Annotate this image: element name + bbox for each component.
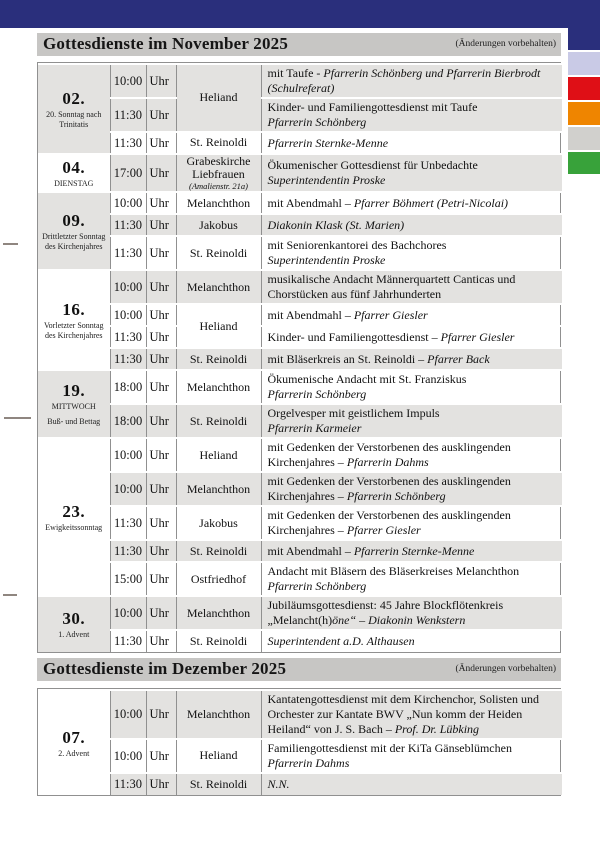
- fold-mark: [3, 594, 17, 596]
- schedule-row: [38, 98, 562, 132]
- time-unit-cell: Uhr: [146, 596, 176, 630]
- time-unit-cell: Uhr: [146, 98, 176, 132]
- description-text: Pfarrerin Sternke-Menne: [267, 135, 389, 150]
- location-cell: [176, 192, 261, 214]
- description-text: Superintendentin Proske: [267, 253, 386, 268]
- brand-color-block-green: [568, 152, 600, 174]
- description-text: Pfarrer Giesler: [440, 329, 515, 344]
- description-cell: [261, 304, 562, 326]
- time-cell: 15:00: [110, 562, 146, 596]
- date-cell: [38, 192, 110, 270]
- time-cell: 11:30: [110, 132, 146, 154]
- date-number: 30.: [62, 609, 86, 629]
- description-cell: [261, 562, 562, 596]
- date-cell: [38, 370, 110, 438]
- date-label: 20. Sonntag nach: [46, 109, 102, 119]
- time-unit-cell: Uhr: [146, 192, 176, 214]
- section-title-dezember: Gottesdienste im Dezember 2025: [43, 659, 287, 678]
- time-unit-cell: Uhr: [146, 132, 176, 154]
- time-cell: 11:30: [110, 214, 146, 236]
- date-cell: [38, 64, 110, 154]
- location-name: Heliand: [199, 748, 238, 763]
- date-label: 1. Advent: [58, 630, 90, 640]
- description-text: N.N.: [267, 777, 290, 791]
- location-name: St. Reinoldi: [189, 135, 248, 150]
- description-text: Superintendent a.D. Althausen: [267, 634, 415, 649]
- location-name: Melanchthon: [186, 195, 251, 210]
- description-text: mit Taufe -: [267, 66, 324, 80]
- time-unit-cell: Uhr: [146, 214, 176, 236]
- description-cell: [261, 326, 562, 348]
- location-name: Heliand: [199, 318, 238, 333]
- brand-color-block-lavender: [568, 52, 600, 75]
- date-label: Trinitatis: [59, 119, 89, 129]
- description-text: Pfarrerin Dahms: [267, 756, 350, 770]
- time-unit-cell: Uhr: [146, 304, 176, 326]
- schedule-row: [38, 64, 562, 98]
- schedule-row: [38, 630, 562, 652]
- location-name: St. Reinoldi: [189, 776, 248, 791]
- time-cell: 11:30: [110, 326, 146, 348]
- location-name: Melanchthon: [186, 279, 251, 294]
- description-text: mit Abendmahl –: [267, 307, 354, 322]
- location-cell: [176, 236, 261, 270]
- description-text: Pfarrerin Schönberg: [267, 115, 367, 129]
- description-text: mit Gedenken der Verstorbenen des ausklingenden Kirchenjahres –: [267, 474, 511, 504]
- description-text: mit Abendmahl –: [267, 543, 354, 558]
- description-text: Superintendentin Proske: [267, 173, 386, 188]
- time-unit-cell: Uhr: [146, 348, 176, 370]
- time-cell: 10:00: [110, 438, 146, 472]
- location-cell: [176, 404, 261, 438]
- location-name: Heliand: [199, 447, 238, 462]
- date-label: Ewigkeitssonntag: [45, 522, 103, 532]
- description-text: Kinder- und Familiengottesdienst mit Taufe: [267, 100, 478, 114]
- location-cell: [176, 472, 261, 506]
- description-text: Kinder- und Familiengottesdienst –: [267, 329, 441, 344]
- description-cell: [261, 773, 562, 795]
- time-unit-cell: Uhr: [146, 236, 176, 270]
- description-cell: [261, 630, 562, 652]
- schedule-row: [38, 540, 562, 562]
- description-cell: [261, 192, 562, 214]
- location-name: Melanchthon: [186, 605, 251, 620]
- description-text: öne“ – Diakonin Wenkstern: [332, 613, 466, 628]
- date-label: MITTWOCH: [51, 402, 96, 412]
- dezember-schedule-table: [37, 688, 561, 796]
- description-text: Diakonin Klask (St. Marien): [267, 217, 405, 232]
- description-cell: [261, 154, 562, 192]
- location-cell: [176, 348, 261, 370]
- description-cell: [261, 690, 562, 739]
- brand-color-block-light-gray: [568, 127, 600, 150]
- time-cell: 11:30: [110, 506, 146, 540]
- time-cell: 10:00: [110, 739, 146, 773]
- date-label: des Kirchenjahres: [44, 241, 103, 251]
- location-cell: [176, 596, 261, 630]
- time-cell: 11:30: [110, 540, 146, 562]
- description-text: Pfarrerin Schönberg: [346, 489, 446, 504]
- description-text: Pfarrer Giesler: [346, 523, 421, 538]
- time-cell: 10:00: [110, 596, 146, 630]
- location-cell: [176, 540, 261, 562]
- brand-color-block-red: [568, 77, 600, 100]
- location-name: Melanchthon: [186, 481, 251, 496]
- schedule-row: [38, 132, 562, 154]
- location-name: St. Reinoldi: [189, 413, 248, 428]
- description-cell: [261, 540, 562, 562]
- time-unit-cell: Uhr: [146, 630, 176, 652]
- description-text: mit Seniorenkantorei des Bachchores: [267, 238, 447, 253]
- description-text: Orgelvesper mit geistlichem Impuls: [267, 406, 440, 421]
- brand-color-block-navy: [568, 28, 600, 50]
- location-name: Grabeskirche Liebfrauen: [186, 154, 251, 182]
- time-unit-cell: Uhr: [146, 773, 176, 795]
- date-number: 19.: [62, 381, 86, 401]
- time-unit-cell: Uhr: [146, 64, 176, 98]
- location-note: (Amalienstr. 21a): [188, 180, 249, 191]
- schedule-row: [38, 506, 562, 540]
- time-unit-cell: Uhr: [146, 154, 176, 192]
- schedule-row: [38, 326, 562, 348]
- location-cell: [176, 304, 261, 348]
- location-name: Jakobus: [199, 515, 238, 530]
- schedule-row: [38, 690, 562, 739]
- description-text: Familiengottesdienst mit der KiTa Gänseblümchen: [267, 741, 512, 755]
- location-name: Heliand: [199, 90, 238, 105]
- location-name: Melanchthon: [186, 379, 251, 394]
- description-cell: [261, 438, 562, 472]
- time-cell: 11:30: [110, 98, 146, 132]
- location-name: St. Reinoldi: [189, 351, 248, 366]
- time-cell: 10:00: [110, 472, 146, 506]
- top-brand-bar: [0, 0, 600, 28]
- schedule-row: [38, 596, 562, 630]
- time-cell: 11:30: [110, 773, 146, 795]
- location-cell: [176, 370, 261, 404]
- schedule-row: [38, 404, 562, 438]
- description-text: Pfarrerin Karmeier: [267, 421, 362, 436]
- location-cell: [176, 630, 261, 652]
- schedule-row: [38, 236, 562, 270]
- time-cell: 18:00: [110, 370, 146, 404]
- schedule-row: [38, 214, 562, 236]
- date-label: des Kirchenjahres: [44, 330, 103, 340]
- description-text: Pfarrer Böhmert (Petri-Nicolai): [353, 195, 509, 210]
- location-name: Melanchthon: [186, 706, 251, 721]
- schedule-row: [38, 348, 562, 370]
- description-cell: [261, 64, 562, 98]
- schedule-row: [38, 270, 562, 304]
- fold-mark: [3, 243, 18, 245]
- schedule-row: [38, 562, 562, 596]
- date-cell: [38, 154, 110, 192]
- date-number: 23.: [62, 501, 86, 521]
- description-text: mit Gedenken der Verstorbenen des ausklingenden Kirchenjahres –: [267, 440, 511, 470]
- time-unit-cell: Uhr: [146, 326, 176, 348]
- schedule-row: [38, 438, 562, 472]
- date-number: 02.: [62, 88, 86, 108]
- date-cell: [38, 596, 110, 652]
- location-cell: [176, 438, 261, 472]
- description-text: Pfarrerin Schönberg und Pfarrerin Bierbrodt (Schulreferat): [267, 66, 541, 95]
- date-label: Buß- und Bettag: [47, 417, 101, 427]
- description-text: Pfarrer Back: [427, 351, 490, 366]
- time-unit-cell: Uhr: [146, 370, 176, 404]
- description-text: „Melancht(h): [267, 613, 333, 628]
- date-label: Vorletzter Sonntag: [43, 320, 104, 330]
- time-cell: 18:00: [110, 404, 146, 438]
- time-cell: 17:00: [110, 154, 146, 192]
- description-cell: [261, 348, 562, 370]
- date-label: DIENSTAG: [54, 178, 94, 188]
- time-unit-cell: Uhr: [146, 739, 176, 773]
- time-cell: 10:00: [110, 192, 146, 214]
- description-text: Prof. Dr. Lübking: [394, 722, 480, 736]
- location-cell: [176, 214, 261, 236]
- date-label: Drittletzter Sonntag: [42, 231, 106, 241]
- date-label: 2. Advent: [58, 748, 90, 758]
- dezember-section-header: [37, 658, 561, 681]
- location-cell: [176, 270, 261, 304]
- schedule-row: [38, 739, 562, 773]
- location-cell: [176, 562, 261, 596]
- description-cell: [261, 214, 562, 236]
- description-text: Pfarrerin Schönberg: [267, 579, 367, 594]
- location-cell: [176, 690, 261, 739]
- location-cell: [176, 506, 261, 540]
- description-text: Pfarrer Giesler: [353, 307, 428, 322]
- date-cell: [38, 438, 110, 596]
- description-text: Andacht mit Bläsern des Bläserkreises Melanchthon: [267, 564, 520, 579]
- schedule-row: [38, 773, 562, 795]
- fold-mark: [4, 417, 31, 419]
- time-cell: 10:00: [110, 270, 146, 304]
- location-cell: [176, 132, 261, 154]
- description-cell: [261, 132, 562, 154]
- location-name: Ostfriedhof: [190, 571, 247, 586]
- date-number: 16.: [62, 299, 86, 319]
- description-cell: [261, 596, 562, 630]
- description-text: Ökumenische Andacht mit St. Franziskus: [267, 372, 467, 387]
- schedule-row: [38, 192, 562, 214]
- description-text: mit Abendmahl –: [267, 195, 354, 210]
- schedule-row: [38, 154, 562, 192]
- time-cell: 11:30: [110, 236, 146, 270]
- time-cell: 11:30: [110, 348, 146, 370]
- description-cell: [261, 404, 562, 438]
- changes-note-dezember: (Änderungen vorbehalten): [455, 664, 556, 674]
- description-cell: [261, 236, 562, 270]
- date-number: 04.: [62, 157, 86, 177]
- description-cell: [261, 506, 562, 540]
- time-unit-cell: Uhr: [146, 270, 176, 304]
- schedule-row: [38, 370, 562, 404]
- date-cell: [38, 690, 110, 795]
- november-section-header: [37, 33, 561, 56]
- time-cell: 10:00: [110, 690, 146, 739]
- date-cell: [38, 270, 110, 370]
- time-unit-cell: Uhr: [146, 404, 176, 438]
- description-text: musikalische Andacht Männerquartett Canticas und Chorstücken aus fünf Jahrhunderten: [267, 272, 516, 302]
- location-cell: [176, 739, 261, 773]
- time-unit-cell: Uhr: [146, 506, 176, 540]
- description-text: mit Bläserkreis an St. Reinoldi –: [267, 351, 428, 366]
- changes-note-november: (Änderungen vorbehalten): [455, 39, 556, 49]
- schedule-row: [38, 304, 562, 326]
- description-text: Kantatengottesdienst mit dem Kirchenchor, Solisten und Orchester zur Kantate BWV „Nun komm der Heiden Heiland“ von J. S. Bach –: [267, 692, 539, 736]
- description-text: Pfarrerin Sternke-Menne: [353, 543, 475, 558]
- description-text: Ökumenischer Gottesdienst für Unbedachte: [267, 158, 478, 173]
- location-cell: [176, 154, 261, 192]
- section-title-november: Gottesdienste im November 2025: [43, 34, 289, 53]
- time-unit-cell: Uhr: [146, 540, 176, 562]
- schedule-table: [38, 689, 562, 795]
- date-number: 09.: [62, 210, 86, 230]
- date-number: 07.: [62, 727, 86, 747]
- description-cell: [261, 739, 562, 773]
- description-text: Pfarrerin Schönberg: [267, 387, 367, 402]
- november-schedule-table: [37, 62, 561, 653]
- location-name: St. Reinoldi: [189, 634, 248, 648]
- brand-color-block-orange: [568, 102, 600, 125]
- description-text: Pfarrerin Dahms: [346, 455, 429, 470]
- description-cell: [261, 472, 562, 506]
- brand-color-stack: [568, 0, 600, 200]
- location-name: St. Reinoldi: [189, 245, 248, 260]
- time-cell: 10:00: [110, 64, 146, 98]
- schedule-row: [38, 472, 562, 506]
- time-unit-cell: Uhr: [146, 690, 176, 739]
- location-cell: [176, 64, 261, 132]
- schedule-table: [38, 63, 562, 652]
- description-text: mit Gedenken der Verstorbenen des ausklingenden Kirchenjahres –: [267, 508, 511, 538]
- location-name: Jakobus: [199, 217, 238, 232]
- location-name: St. Reinoldi: [189, 543, 248, 558]
- description-cell: [261, 98, 562, 132]
- time-unit-cell: Uhr: [146, 562, 176, 596]
- description-text: Jubiläumsgottesdienst: 45 Jahre Blockflötenkreis: [267, 598, 504, 613]
- description-cell: [261, 370, 562, 404]
- location-cell: [176, 773, 261, 795]
- time-cell: 10:00: [110, 304, 146, 326]
- time-unit-cell: Uhr: [146, 472, 176, 506]
- description-cell: [261, 270, 562, 304]
- time-unit-cell: Uhr: [146, 438, 176, 472]
- time-cell: 11:30: [110, 630, 146, 652]
